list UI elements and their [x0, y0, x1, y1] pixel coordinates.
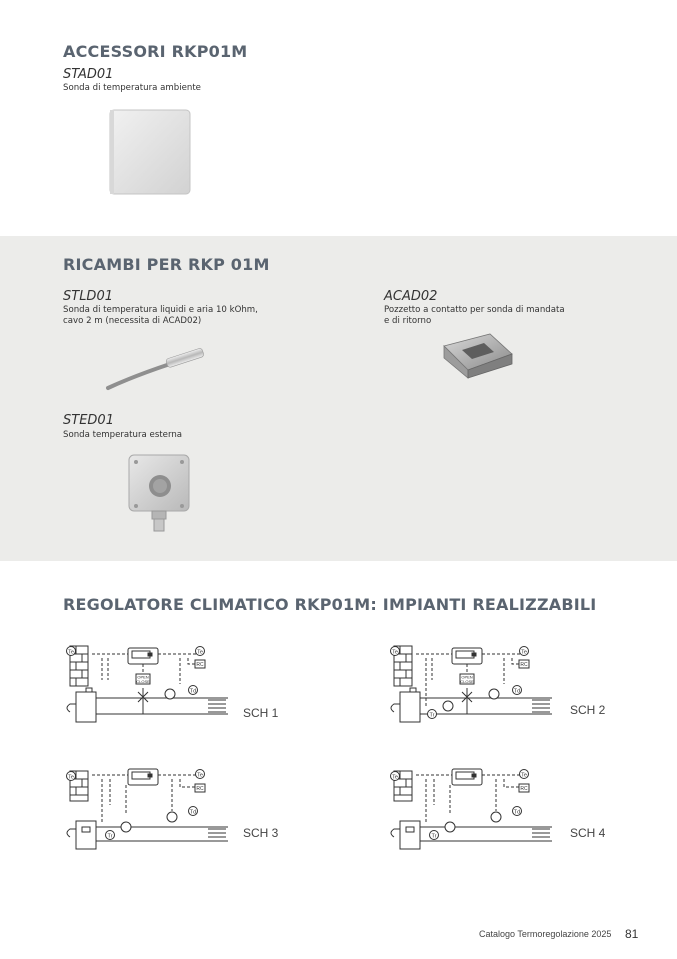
sensor-te-label: Te [392, 649, 398, 656]
scheme-label-sch1: SCH 1 [243, 706, 279, 720]
sensor-tr-label: Tr [431, 833, 437, 840]
rc-label: RC [520, 662, 528, 668]
product-desc-stld01-line2: cavo 2 m (necessita di ACAD02) [63, 316, 202, 326]
scheme-sch3-diagram [60, 765, 240, 855]
scheme-label-sch3: SCH 3 [243, 826, 279, 840]
product-code-stld01: STLD01 [63, 289, 113, 304]
close-label: CLOSE [136, 679, 150, 684]
rc-label: RC [196, 786, 204, 792]
product-desc-stld01-line1: Sonda di temperatura liquidi e aria 10 kOhm, [63, 305, 258, 315]
product-code-acad02: ACAD02 [384, 289, 438, 304]
sensor-te-label: Te [68, 649, 74, 656]
sensor-te-label: Te [521, 649, 527, 656]
footer-catalog-title: Catalogo Termoregolazione 2025 [479, 929, 612, 939]
close-label: CLOSE [460, 679, 474, 684]
scheme-sch1-diagram [60, 640, 240, 730]
acad02-photo [440, 328, 516, 382]
scheme-label-sch2: SCH 2 [570, 703, 606, 717]
product-desc-sted01: Sonda temperatura esterna [63, 430, 183, 440]
sensor-td-label: Td [189, 809, 197, 816]
scheme-label-sch4: SCH 4 [570, 826, 606, 840]
sensor-tr-label: Tr [429, 712, 435, 719]
section-title-accessori: ACCESSORI RKP01M [63, 42, 248, 61]
stld01-photo [104, 344, 208, 392]
sensor-td-label: Td [513, 809, 521, 816]
rc-label: RC [196, 662, 204, 668]
open-label: OPEN [137, 674, 149, 680]
scheme-sch2-diagram [384, 640, 564, 730]
sensor-te-label: Te [392, 774, 398, 781]
product-desc-stad01: Sonda di temperatura ambiente [63, 83, 201, 93]
product-desc-acad02-line1: Pozzetto a contatto per sonda di mandata [384, 305, 565, 315]
product-code-sted01: STED01 [63, 413, 114, 428]
sensor-te-label: Te [197, 649, 203, 656]
ricambi-band [0, 236, 677, 561]
product-desc-acad02-line2: e di ritorno [384, 316, 432, 326]
sensor-td-label: Td [189, 688, 197, 695]
sensor-td-label: Td [513, 688, 521, 695]
sensor-te-label: Te [68, 774, 74, 781]
stad01-photo [104, 106, 194, 198]
sted01-photo [126, 452, 192, 534]
page-number: 81 [625, 927, 639, 941]
sensor-te-label: Te [521, 772, 527, 779]
sensor-tr-label: Tr [107, 833, 113, 840]
sensor-te-label: Te [197, 772, 203, 779]
scheme-sch4-diagram [384, 765, 564, 855]
rc-label: RC [520, 786, 528, 792]
section-title-ricambi: RICAMBI PER RKP 01M [63, 255, 270, 274]
open-label: OPEN [461, 674, 473, 680]
product-code-stad01: STAD01 [63, 67, 114, 82]
section-title-impianti: REGOLATORE CLIMATICO RKP01M: IMPIANTI REALIZZABILI [63, 595, 597, 614]
